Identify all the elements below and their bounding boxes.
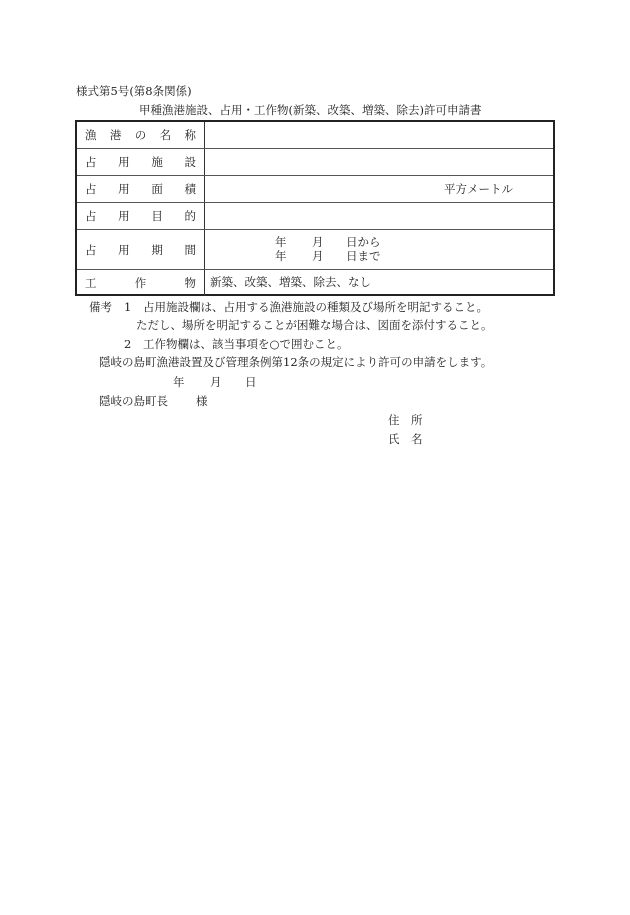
table-row-port-name	[77, 122, 553, 149]
table-row-facility	[77, 149, 553, 176]
label-char: 港	[109, 128, 122, 142]
value-purpose[interactable]	[205, 203, 553, 229]
label-structure	[77, 270, 205, 296]
table-row-purpose	[77, 203, 553, 230]
label-period	[77, 230, 205, 269]
area-unit: 平方メートル	[444, 182, 513, 196]
date-year: 年	[173, 375, 185, 389]
table-row-period	[77, 230, 553, 270]
table-row-area	[77, 176, 553, 203]
value-area[interactable]	[205, 176, 553, 202]
label-char: 施	[151, 155, 163, 169]
value-facility[interactable]	[205, 149, 553, 175]
label-char: 名	[159, 128, 172, 142]
label-char: 作	[134, 276, 147, 290]
label-char: 占	[85, 182, 97, 196]
label-char: 称	[184, 128, 196, 142]
name-label-2: 名	[411, 432, 423, 446]
period-to-day: 日まで	[346, 249, 381, 263]
label-char: 用	[118, 242, 130, 257]
note-1-num: 1	[124, 300, 132, 314]
label-char: 用	[118, 155, 130, 169]
period-to-month: 月	[312, 249, 324, 263]
period-from-month: 月	[312, 235, 324, 249]
addressee-honorific: 様	[196, 394, 208, 408]
label-char: 物	[184, 276, 196, 290]
label-char: 用	[118, 209, 130, 223]
label-char: 占	[85, 155, 97, 169]
date-month: 月	[210, 375, 222, 389]
label-char: 漁	[85, 128, 97, 142]
note-2-num: 2	[124, 337, 132, 351]
label-char: 的	[184, 209, 196, 223]
form-number: 様式第5号(第8条関係)	[76, 84, 192, 98]
label-purpose	[77, 203, 205, 229]
label-char: 期	[151, 242, 163, 257]
label-char: 用	[118, 182, 130, 196]
application-statement: 隠岐の島町漁港設置及び管理条例第12条の規定により許可の申請をします。	[99, 355, 493, 369]
period-to-year: 年	[275, 249, 287, 263]
note-1-continuation: ただし、場所を明記することが困難な場合は、図面を添付すること。	[136, 318, 493, 332]
notes-heading: 備考	[89, 300, 112, 314]
label-char: 目	[151, 209, 163, 223]
label-char: の	[134, 128, 147, 142]
label-char: 占	[85, 242, 97, 257]
period-from-day: 日から	[346, 235, 381, 249]
application-table	[75, 120, 555, 296]
address-label-1: 住	[388, 413, 400, 427]
note-2-text: 工作物欄は、該当事項を○で囲むこと。	[143, 337, 349, 351]
label-facility	[77, 149, 205, 175]
value-port-name[interactable]	[205, 122, 553, 148]
note-1-text: 占用施設欄は、占用する漁港施設の種類及び場所を明記すること。	[143, 300, 488, 314]
form-title: 甲種漁港施設、占用・工作物(新築、改築、増築、除去)許可申請書	[139, 103, 482, 117]
label-char: 積	[184, 182, 196, 196]
label-char: 工	[85, 276, 97, 290]
date-day: 日	[245, 375, 257, 389]
label-char: 面	[151, 182, 163, 196]
value-period[interactable]	[205, 230, 553, 269]
label-char: 間	[184, 242, 196, 257]
period-from-year: 年	[275, 235, 287, 249]
structure-options: 新築、改築、増築、除去、なし	[210, 275, 371, 289]
label-char: 占	[85, 209, 97, 223]
addressee-name: 隠岐の島町長	[99, 394, 168, 408]
value-structure[interactable]	[205, 270, 553, 296]
table-row-structure	[77, 270, 553, 296]
address-label-2: 所	[411, 413, 423, 427]
name-label-1: 氏	[388, 432, 400, 446]
label-area	[77, 176, 205, 202]
label-char: 設	[184, 155, 196, 169]
label-port-name	[77, 122, 205, 148]
